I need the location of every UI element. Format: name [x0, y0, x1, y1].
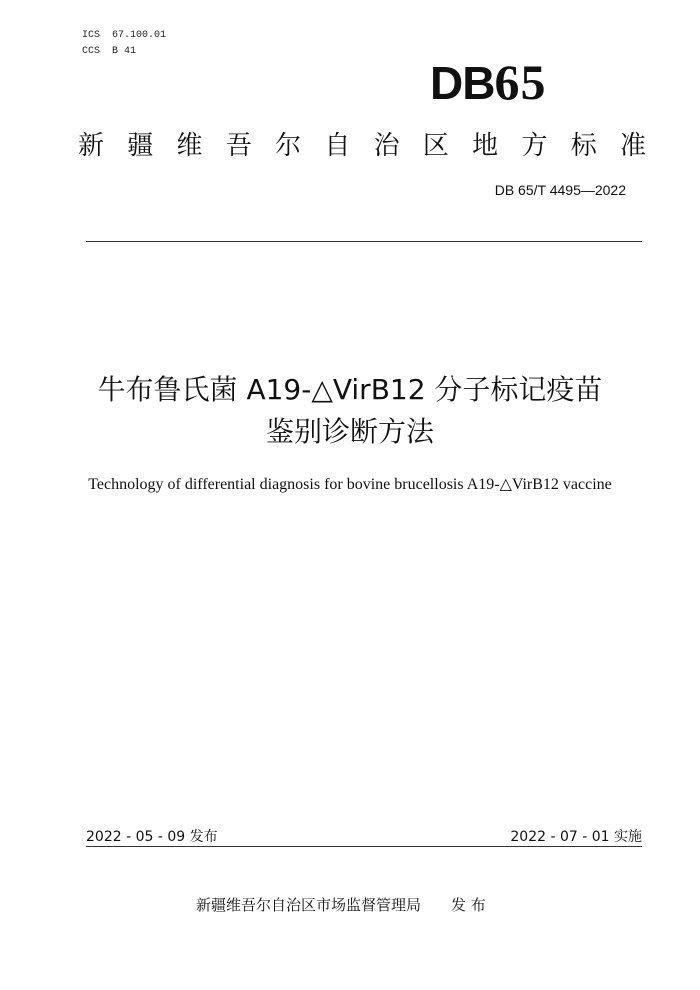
classification-codes [82, 28, 166, 60]
document-title-line1: 牛布鲁氏菌 A19-△VirB12 分子标记疫苗 [97, 373, 603, 406]
issuer-name: 新疆维吾尔自治区市场监督管理局 [196, 896, 422, 914]
ics-code: ICS 67.100.01 [82, 30, 167, 41]
document-title-english: Technology of differential diagnosis for bovine brucellosis A19-△VirB12 vaccine [88, 476, 612, 493]
logo-db-text: DB [430, 57, 495, 109]
standard-type-title: 新疆维吾尔自治区地方标准 [78, 131, 646, 161]
document-title-line2: 鉴别诊断方法 [265, 415, 434, 448]
publish-date: 2022 - 05 - 09 发布 [86, 829, 218, 845]
implement-date: 2022 - 07 - 01 实施 [510, 829, 642, 845]
logo-number-text: 65 [494, 54, 547, 110]
issuing-authority [196, 894, 486, 915]
footer-divider [86, 846, 642, 847]
issuer-action: 发 布 [451, 896, 486, 914]
ccs-code: CCS B 41 [82, 46, 137, 57]
standard-number: DB 65/T 4495—2022 [494, 182, 626, 198]
db65-logo [430, 52, 640, 112]
header-divider [86, 241, 642, 242]
